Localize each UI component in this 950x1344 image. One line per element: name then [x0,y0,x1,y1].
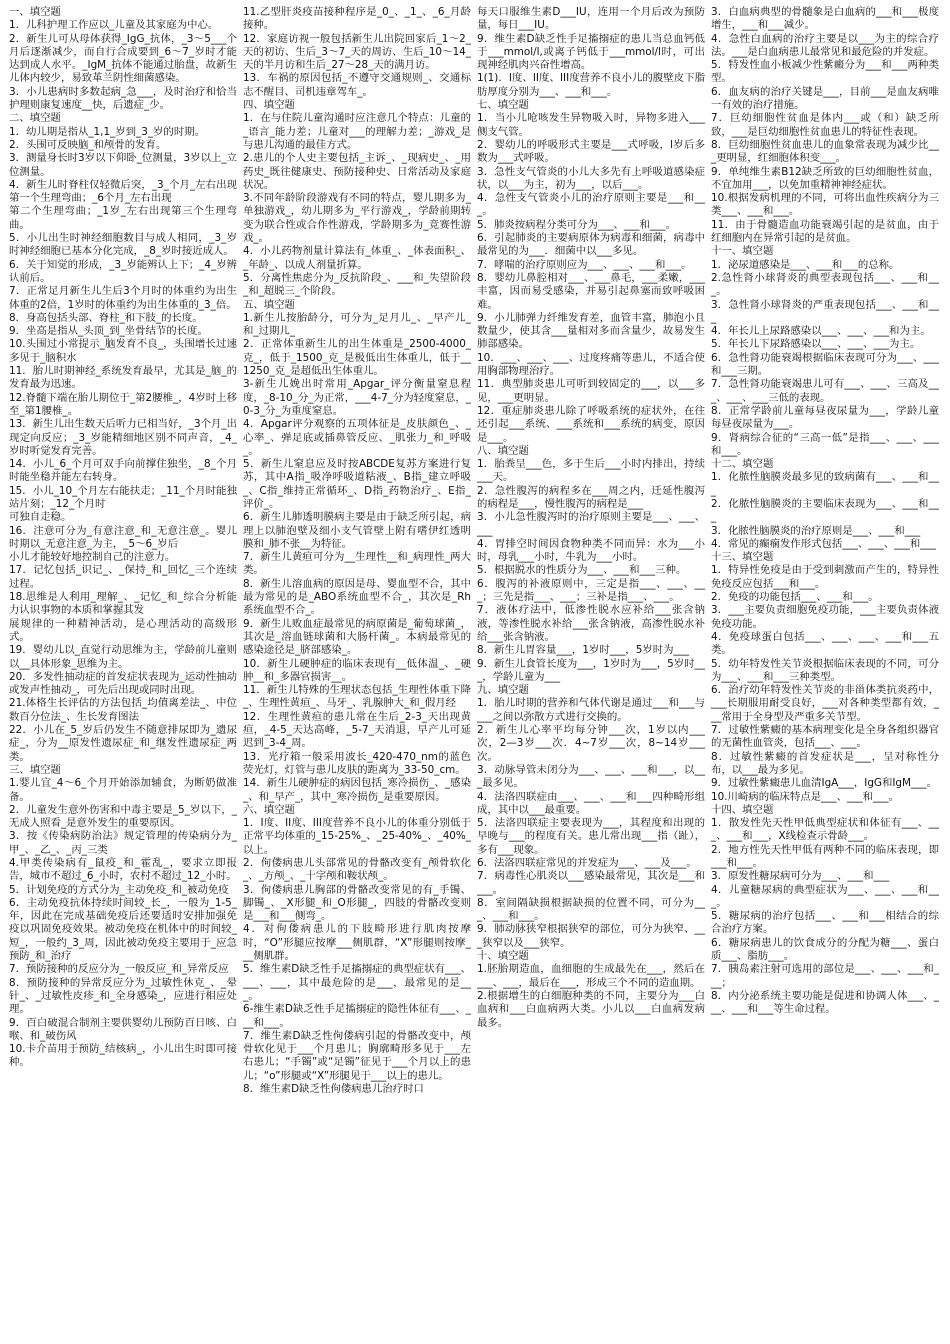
text-line: 6-维生素D缺乏性手足搐搦症的隐性体征有___、___和___。 [243,1003,471,1029]
text-line: 20．多发性抽动症的首发症状表现为_运动性抽动或发声性抽动_，可先后出现或同时出现。 [9,670,237,697]
text-line: 4．急性白血病的治疗主要是以___为主的综合疗法。___是白血病患儿最常见和最危险的并发症。 [711,32,939,58]
text-line: 10.川崎病的临床特点是___、___和___。 [711,790,899,803]
text-line: 18.思维是人利用_理解_、_记忆_和_综合分析能力认识事物的本质和掌握其发 [9,591,237,617]
text-line: 12.脊髓下端在胎儿期位于_第2腰椎_，4岁时上移至_第1腰椎_。 [9,391,237,417]
text-line: 13．新生儿出生数天后听力已相当好，_3个月_出现定向反应；_3_岁能精细地区别不同声音，_4_岁时听觉发育完善。 [9,418,237,457]
text-line: 8．新生儿胃容量___，1岁时___，5岁时为___ [477,644,690,657]
text-line: 8．巨幼细胞性贫血患儿的血象常表现为减少比___更明显，红细胞体积变___。 [711,138,939,165]
text-line: 2．新生儿可从母体获得_IgG_抗体，_3～5___个月后逐渐减少，而自行合成要到_6～7_岁时才能达到成人水平。_IgM_抗体不能通过胎盘，故新生儿体内较少，易致革兰阴性细菌感染。 [9,32,237,85]
text-line: 4．新生儿时脊柱仅轻微后突，_3_个月_左右出现第一个生理弯曲；_6个月_左右出现 [9,178,237,205]
text-line: 4．免疫球蛋白包括___、___、___、___和___五类。 [711,630,939,657]
text-line: 四、填空题 [243,99,295,112]
text-line: 13．光疗箱一般采用波长_420-470_nm的蓝色荧光灯，灯管与患儿皮肤的距离为_33-50_cm。 [243,750,471,776]
text-line: 1．泌尿道感染是___、___和___的总称。 [711,258,900,271]
text-line: 1．儿科护理工作应以_儿童及其家庭为中心。 [9,19,219,32]
text-line: 1．I度、II度、III度营养不良小儿的体重分别低于正常平均体重的_15-25%_、_25-40%_、_40%_以上。 [243,817,471,856]
text-line: 每天口服维生素D___IU，连用一个月后改为预防量，每日___IU。 [477,6,705,32]
text-line: 7．液体疗法中，低渗性脱水应补给___张含钠液，等渗性脱水补给___张含钠液，高渗性脱水补给___张含钠液。 [477,604,705,643]
text-line: 8．新生儿溶血病的原因是母、婴血型不合，其中最为常见的是_ABO系统血型不合_，其次是_Rh系统血型不合_。 [243,577,471,617]
text-line: 10.头围过小常提示_脑发育不良_，头围增长过速多见于_脑积水 [9,338,237,364]
text-line: 7．哮喘的治疗原则应为___、___、___和___。 [477,258,692,271]
text-line: 5．计划免疫的方式分为_主动免疫_和_被动免疫 [9,883,229,896]
text-line: 展规律的一种精神活动，是心理活动的高级形式。 [9,617,237,643]
column-2 [240,6,474,1338]
text-line: 6．法洛四联症常见的并发症为___、___及___。 [477,857,697,869]
text-line: 3-新生儿娩出时常用_Apgar_评分衡量窒息程度，_8-10_分_为正常，___4-7_分为轻度窒息，_0-3_分_为重度窒息。 [243,378,471,417]
text-line: 4．儿童糖尿病的典型症状为___、___、___和___。 [711,883,939,909]
text-line: 1．胎粪呈___色，多于生后___小时内排出，持续___天。 [477,458,705,484]
document-page [6,6,944,1338]
text-line: 14．小儿_6_个月可双手向前撑住独坐，_8_个月时能坐稳并能左右转身。 [9,458,237,484]
text-line: 2．急性腹泻的病程多在___周之内，迁延性腹泻的病程是___，慢性腹泻的病程是___ [477,484,705,510]
text-line: 12．重症肺炎患儿除了呼吸系统的症状外，在往还引起___系统、___系统和___系统的病变，原因是___。 [477,404,705,444]
column-4 [708,6,942,1338]
text-line: 3．化脓性脑膜炎的治疗原则是___、___和___ [711,524,921,537]
text-line: 2．免疫的功能包括___、___和___。 [711,591,879,604]
text-line: 可独自走稳。 [9,511,72,524]
text-line: 3．___主要负责细胞免疫功能，___主要负责体液免疫功能。 [711,604,939,630]
text-line: 19．婴幼儿以_直觉行动思维为主，学龄前儿童则以__具体形象_思维为主。 [9,644,237,670]
text-line: 3．按《传染病防治法》规定管理的传染病分为_甲_、_乙_、_丙_三类 [9,830,237,856]
text-line: 11．胎儿时期神经_系统发育最早，尤其是_脑_的发育最为迅速。 [9,365,237,391]
text-line: 10.卡介苗用于预防_结核病_，小儿出生时即可接种。 [9,1043,237,1069]
text-line: 4．法洛四联症由___、___、___和___四种畸形组成，其中以___最重要。 [477,790,705,816]
text-line: 4．Apgar评分观察的五项体征是_皮肤颜色_、_心率_、弹足底或插鼻管反应、_肌张力_和_呼吸_。 [243,418,471,457]
text-line: 3．小儿急性腹泻时的治疗原则主要是___、___、___ [477,511,705,537]
text-line: 6．治疗幼年特发性关节炎的非甾体类抗炎药中，___长期服用耐受良好，___对各种类型都有效，___常用于全身型及严重多关节型。 [711,684,939,723]
text-line: 3.不同年龄阶段游戏有不同的特点，婴儿期多为_单独游戏_，幼儿期多为_平行游戏_，学龄前期转变为联合性或合作性游戏，学龄期多为_竞赛性游戏_。 [243,192,471,245]
text-line: 7．预防接种的反应分为_一般反应_和_异常反应 [9,963,229,976]
text-line: 7．过敏性紫癜的基本病理变化是全身各组织器官的无菌性血管炎，包括___、___。 [711,724,939,750]
text-line: 4.甲类传染病有_鼠疫_和_霍乱_，要求立即报告，城市不超过_6_小时，农村不超过_12_小时。 [9,857,237,883]
text-line: 1．当小儿呛咳发生异物吸入时，异物多进入___侧支气管。 [477,112,705,138]
text-line: 1．化脓性脑膜炎最多见的致病菌有___、___和___ [711,471,939,497]
text-line: 9．肾病综合征的“三高一低”是指___、___、___和___。 [711,431,939,457]
text-line: 五、填空题 [243,298,295,311]
text-line: 9．新生儿食管长度为___，1岁时为___，5岁时___，学龄儿童为___ [477,657,705,683]
text-line: 5．幼年特发性关节炎根据临床表现的不同，可分为___、___和___三种类型。 [711,657,939,683]
text-line: 10．___、___、___、过度疼痛等患儿，不适合使用胸部物理治疗。 [477,351,705,378]
text-line: 十四、填空题 [711,803,774,816]
text-line: 1．胎儿时期的营养和气体代谢是通过___和___与___之间以弥散方式进行交换的。 [477,697,705,723]
text-line: 6．血友病的治疗关键是___，目前___是血友病唯一有效的治疗措施。 [711,85,939,112]
text-line: 七、填空题 [477,99,529,112]
text-line: 11．由于骨髓造血功能衰竭引起的是贫血，由于红细胞内在异常引起的是贫血。 [711,218,939,245]
text-line: 8．预防接种的异常反应分为_过敏性休克_、_晕针_、_过敏性皮疹_和_全身感染_，应进行相应处理。 [9,976,237,1016]
text-line: 十三、填空题 [711,551,774,564]
text-line: 6．关于知觉的形成，_3_岁能辨认上下；_4_岁辨认前后。 [9,258,237,284]
text-line: 十一、填空题 [711,245,774,258]
text-line: 9．新生儿败血症最常见的病原菌是_葡萄球菌_，其次是_溶血链球菌和大肠杆菌_。本病最常见的感染途径是_脐部感染_。 [243,617,471,657]
text-line: 8．过敏性紫癜的首发症状是___，呈对称性分布，以___最为多见。 [711,750,939,776]
column-3 [474,6,708,1338]
text-line: 4．对佝偻病患儿的下肢畸形进行肌肉按摩时，“O”形腿应按摩___侧肌群，“X”形腿则按摩___侧肌群。 [243,923,471,963]
text-line: 5．分离性焦虑分为_反抗阶段_、___和_失望阶段_和_超脱三_个阶段。 [243,271,471,298]
text-line: 1.胚胎期造血，血细胞的生成最先在___，然后在___、___，最后在___，形成三个不同的造血期。 [477,963,705,989]
text-line: 7．新生儿黄疸可分为__生理性__和_病理性_两大类。 [243,551,471,577]
text-line: 14．新生儿硬肿症的病因包括_寒冷损伤_、_感染_、和_早产_，其中_寒冷损伤_是重要原因。 [243,777,471,803]
text-line: 9．单纯维生素B12缺乏所致的巨幼细胞性贫血，不宜加用___，以免加重精神神经症状。 [711,165,939,191]
text-line: 1．特异性免疫是由于受到刺激而产生的，特异性免疫反应包括___和___。 [711,564,939,590]
text-line: 6．急性肾功能衰竭根据临床表现可分为___、___和___三期。 [711,351,939,378]
text-line: 3．白血病典型的骨髓象是白血病的___和___极度增生，___和___减少。 [711,6,939,32]
text-line: 8．维生素D缺乏性佝偻病患儿治疗时口 [243,1083,424,1096]
text-line: 2．佝偻病患儿头部常见的骨骼改变有_颅骨软化_、_方颅_、_十字颅和鞍状颅_。 [243,857,471,883]
text-line: 小儿才能较好地控制自己的注意力。 [9,551,176,564]
text-line: 6．糖尿病患儿的饮食成分的分配为糖___、蛋白质___、脂肪___。 [711,936,939,963]
text-line: 3．原发性糖尿病可分为___、___和___ [711,870,890,883]
text-line: 4．胃排空时间因食物种类不同而异：水为___小时，母乳___小时，牛乳为___小时。 [477,537,705,564]
text-line: 5．肺炎按病程分类可分为___、___和___。 [477,218,676,231]
text-line: 7．病毒性心肌炎以___感染最常见，其次是___和___。 [477,870,705,896]
text-line: 9．百白破混合制剂主要供婴幼儿预防百日咳、白喉、和_破伤风 [9,1016,237,1042]
text-line: 4．小儿药物剂量计算法有_体重_、_体表面积_、_年龄_、以成人剂量折算。 [243,245,471,271]
text-line: 7．正常足月新生儿生后3个月时的体重约为出生体重的2倍，1岁时的体重约为出生体重的_3_倍。 [9,285,237,311]
text-line: 10．新生儿硬肿症的临床表现有__低体温_、_硬肿__和_多器官损害__。 [243,657,471,683]
text-line: 3．急性支气管炎的小儿大多先有上呼吸道感染症状，以___为主，初为___，以后___。 [477,165,705,191]
text-line: 6．引起肺炎的主要病原体为病毒和细菌，病毒中最常见的为___．细菌中以___多见。 [477,232,705,258]
text-line: 12．生理性黄疸的患儿常在生后_2-3_天出现黄疸，_4-5_天达高峰，_5-7_天消退，早产儿可延迟到_3-4_周。 [243,710,471,750]
text-line: 11．新生儿特殊的生理状态包括_生理性体重下降_、生理性黄疸_、马牙_、乳腺肿大_和_假月经 [243,684,471,710]
text-line: 11.乙型肝炎疫苗接种程序是_0_、_1_、_6_月龄接种。 [243,6,471,32]
text-line: 5．法洛四联症主要表现为___，其程度和出现的早晚与___的程度有关。患儿常出现___指（趾），多有___现象。 [477,817,705,856]
text-line: 5．新生儿窒息应及时按ABCDE复苏方案进行复苏，其中A指_吸净呼吸道粘液_、B指_建立呼吸_、C指_维持正常循环_、D指_药物治疗_、E指_评价_。 [243,458,471,510]
text-line: 4．常见的癫痫发作形式包括___、___、___和___ [711,537,936,550]
text-line: 3．测量身长时3岁以下仰卧_位测量，3岁以上_立位测量。 [9,152,237,178]
text-line: 17．记忆包括_识记_、_保持_和_回忆_三个连续过程。 [9,564,237,590]
text-line: 22．小儿在_5_岁后仍发生不随意排尿即为_遗尿症_，分为__原发性遗尿症_和_继发性遗尿症_两类。 [9,724,237,763]
text-line: 15．小儿_10_个月左右能扶走；_11_个月时能独站片刻；_12_个月时 [9,484,237,510]
text-line: 7．维生素D缺乏性佝偻病引起的骨骼改变中，颅骨软化见于___个月患儿；胸廓畸形多见于___左右患儿；“手镯”或“足镯”征见于___个月以上的患儿；“o”形腿或“X”形腿见于___以上的患儿。 [243,1029,471,1082]
text-line: 10.根据发病机理的不同，可将出血性疾病分为三类___、___和___。 [711,192,939,218]
text-line: 六、填空题 [243,803,295,816]
text-line: 21.体格生长评估的方法包括_均值离差法_、中位数百分位法_、生长发育图法 [9,697,237,723]
text-line: 2.根据增生的白细胞种类的不同，主要分为___白血病和___白血病两大类。小儿以___白血病发病最多。 [477,989,705,1029]
text-line: 4．年长儿上尿路感染以___、___、___和为主。 [711,325,931,338]
text-line: 2．婴幼儿的呼吸形式主要是___式呼吸，l岁后多数为___式呼吸。 [477,138,705,165]
text-line: 1.婴儿宜_4～6_个月开始添加辅食，为断奶做准备。 [9,777,237,803]
text-line: 3．小儿患病时多数起病_急___，及时治疗和恰当护理则康复速度__快，后遗症_少。 [9,85,237,112]
text-line: 9．坐高是指从_头顶_到_坐骨结节的长度。 [9,325,208,338]
text-line: 3．佝偻病患儿胸部的骨骼改变常见的有_手镯、脚镯_、_X形腿_和_O形腿_，四肢的骨骼改变则是___和___侧弯_。 [243,883,471,923]
text-line: 9．维生素D缺乏性手足搐搦症的患儿当总血钙低于___mmol/l,或离子钙低于___mmol/l时，可出现神经肌肉兴奋性增高。 [477,32,705,72]
text-line: 2．儿童发生意外伤害和中毒主要是_5_岁以下，_无成人照看_是意外发生的重要原因。 [9,803,237,830]
text-line: 8．内分泌系统主要功能是促进和协调人体___、___、___和___等生命过程。 [711,989,939,1016]
text-line: 5．年长儿下尿路感染以___、___、___为主。 [711,338,921,351]
text-line: 8．正常学龄前儿童每昼夜尿量为___，学龄儿童每昼夜尿量为___。 [711,404,939,431]
text-line: 十、填空题 [477,950,529,963]
text-line: 2．化脓性脑膜炎的主要临床表现为___、___和___ [711,497,939,524]
text-line: 4．急性支气管炎小儿的治疗原则主要是___和___。 [477,192,705,218]
text-line: 16．注意可分为_有意注意_和_无意注意_。婴儿时期以_无意注意_为主，_5～6_岁后 [9,524,237,550]
text-line: 八、填空题 [477,444,529,457]
text-line: 5．根据脱水的性质分为___、___和___三种。 [477,564,687,577]
text-line: 7．急性肾功能衰竭患儿可有___、___、三高及___、___、___三低的表现。 [711,378,939,404]
text-line: 7．巨幼细胞性贫血是体内___或（和）缺乏所致，___是巨幼细胞性贫血患儿的特征性表现。 [711,112,939,138]
text-line: 5．特发性血小板减少性紫癜分为___和___两种类型。 [711,59,939,85]
text-line: 12．家庭访视一般包括新生儿出院回家后_1～2_天的初访、生后_3～7_天的周访、生后_10～14_天的半月访和生后_27～28_天的满月访。 [243,32,471,72]
text-line: 3．动脉导管未闭分为___、___、___和___，以___最多见。 [477,763,705,790]
text-line: 8．婴幼儿鼻腔相对___、___鼻毛，___柔嫩，___丰富，因而易受感染，并易引起鼻塞而致呼吸困难。 [477,271,705,311]
text-line: 一、填空题 [9,6,61,18]
text-line: 9．过敏性紫癜患儿血清IgA___，IgG和IgM___。 [711,777,937,790]
text-line: 9．肺动脉狭窄根据狭窄的部位，可分为狭窄、___狭窄以及___狭窄。 [477,923,705,949]
text-line: 2．正常体重新生儿的出生体重是_2500-4000_克_，低于_1500_克_是极低出生体重儿，低于__1250_克_是超低出生体重儿。 [243,338,471,378]
text-line: 1．散发性先天性甲低典型症状和体征有___、___、___和___，X线检查示骨龄___。 [711,817,939,843]
text-line: 2.急性肾小球肾炎的典型表现包括___、___和___。 [711,271,939,298]
text-line: 8．室间隔缺损根据缺损的位置不同，可分为___、___和___。 [477,896,705,923]
text-line: 13．车祸的原因包括_不遵守交通规则_、交通标志不醒目、司机违章驾车_。 [243,72,471,98]
text-line: 第二个生理弯曲；_1岁_左右出现第三个生理弯曲。 [9,205,237,231]
text-line: 3．急性肾小球肾炎的严重表现包括___、___和___ [711,298,939,324]
text-line: 1(1)．I度、II度、III度营养不良小儿的腹壁皮下脂肪厚度分别为___、___和___。 [477,72,705,98]
column-1 [6,6,240,1338]
text-line: 十二、填空题 [711,458,774,471]
text-line: 5．糖尿病的治疗包括___、___和___相结合的综合治疗方案。 [711,910,939,936]
text-line: 5．维生素D缺乏性手足搐搦症的典型症状有___、___、___，其中最危险的是___，最常见的是___。 [243,963,471,1002]
text-line: 11．典型肺炎患儿可听到较固定的___，以___多见，___更明显。 [477,378,705,404]
text-line: 1．幼儿期是指从_1,1_岁到_3_岁的时期。 [9,125,205,138]
text-line: 6．腹泻的补液原则中，三定是指___、___、___；三先是指___、___；三补是指___、___。 [477,577,705,604]
text-line: 7．胰岛素注射可选用的部位是___、___、___和___； [711,963,939,989]
text-line: 2．新生儿心率平均每分钟___次，1岁以内___次，2—3岁___次．4~7岁___次，8~14岁___次。 [477,724,705,763]
text-line: 2.患儿的个人史主要包括_主诉_、_现病史_、_用药史_既往健康史、预防接种史、日常活动及家庭状况。 [243,152,471,191]
text-line: 1.新生儿按胎龄分，可分为_足月儿_、_早产儿_和_过期儿_ [243,311,471,338]
text-line: 2．头围可反映脑_和颅骨的发育。 [9,138,167,151]
text-line: 二、填空题 [9,112,61,125]
text-line: 1．在与住院儿童沟通时应注意几个特点：儿童的_语言_能力差；儿童对___的理解力差；_游戏_是与患儿沟通的最佳方式。 [243,112,471,151]
text-line: 9．小儿肺弹力纤维发育差，血管丰富，肺泡小且数量少，使其含___量相对多而含量少，故易发生肺部感染。 [477,311,705,351]
text-line: 三、填空题 [9,763,61,776]
text-line: 8．身高包括头部、脊柱_和下肢_的长度。 [9,311,203,324]
text-line: 6．主动免疫抗体持续时间较_长_，一般为_1-5_年，因此在完成基础免疫后还要适时安排加强免疫以巩固免疫效果。被动免疫在机体中的时间较_短_，一般约_3_周，因此被动免疫主要用于_应急预防_和_治疗 [9,896,237,963]
text-line: 九、填空题 [477,684,529,697]
text-line: 2．地方性先天性甲低有两种不同的临床表现，即___和___。 [711,843,939,869]
text-line: 6．新生儿肺透明膜病主要是由于缺乏所引起，病理上以肺泡壁及细小支气管壁上附有嗜伊红透明膜和_肺不张__为特征。 [243,511,471,550]
text-line: 5．小儿出生时神经细胞数目与成人相同，_3_岁时神经细胞已基本分化完成，_8_岁时接近成人。 [9,232,237,258]
